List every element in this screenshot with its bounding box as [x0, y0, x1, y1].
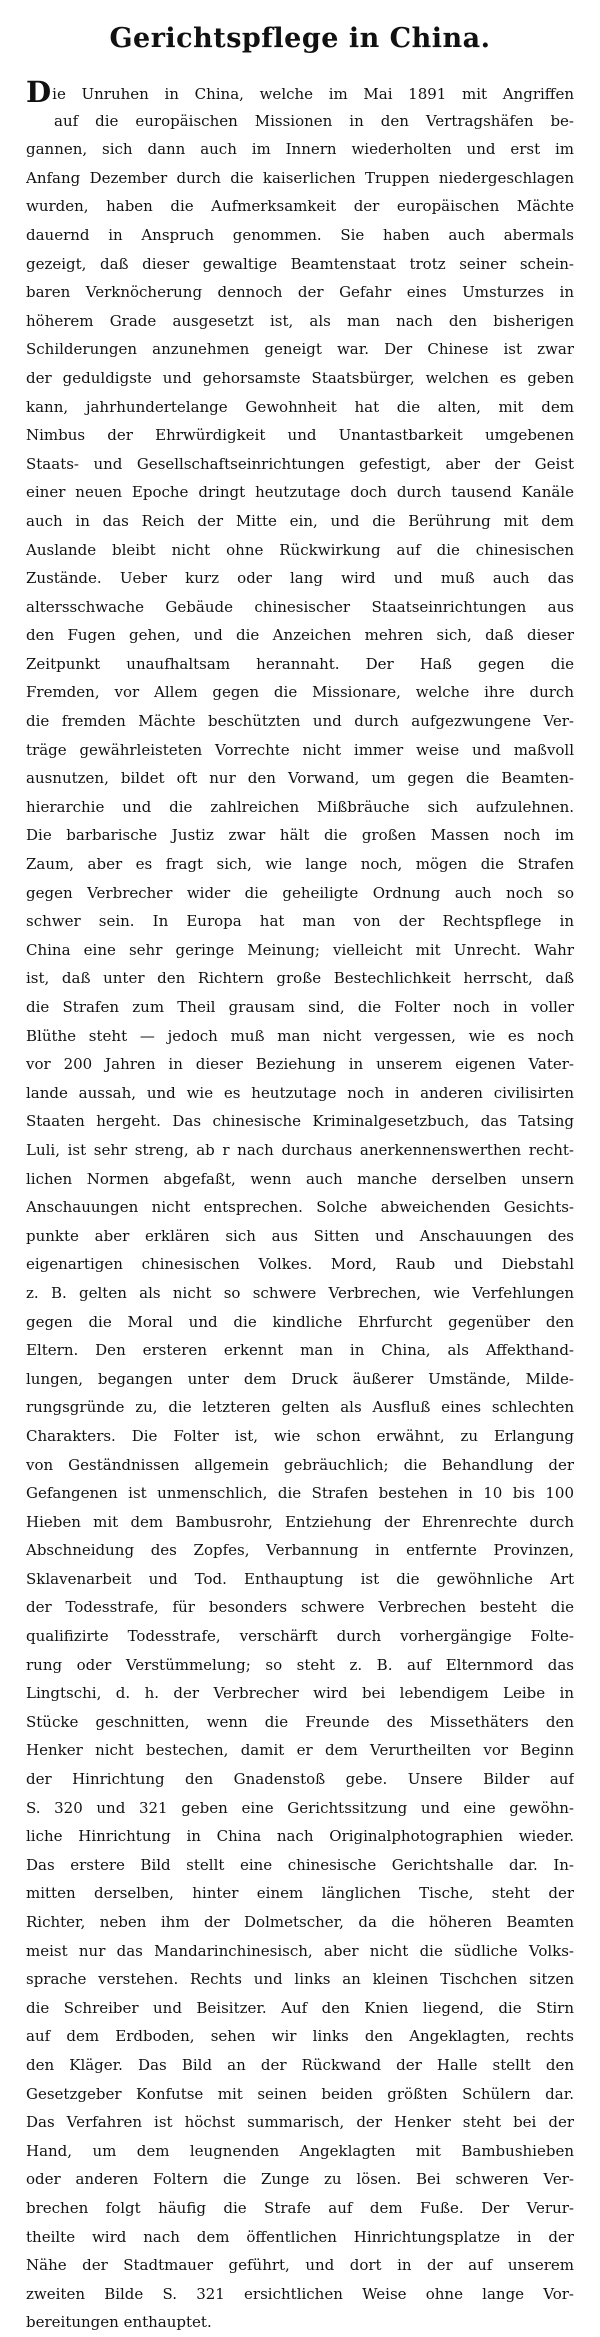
article-line: rung oder Verstümmelung; so steht z. B. auf Elternmord das: [26, 1655, 574, 1674]
article-line: der geduldigste und gehorsamste Staatsbürger, welchen es geben: [26, 368, 574, 387]
article-line: dauernd in Anspruch genommen. Sie haben auch abermals: [26, 225, 574, 244]
article-line: Charakters. Die Folter ist, wie schon erwähnt, zu Erlangung: [26, 1426, 574, 1445]
article-line: meist nur das Mandarinchinesisch, aber nicht die südliche Volks-: [26, 1941, 574, 1960]
article-line: Stücke geschnitten, wenn die Freunde des Missethäters den: [26, 1712, 574, 1731]
article-line: eigenartigen chinesischen Volkes. Mord, Raub und Diebstahl: [26, 1255, 574, 1274]
article-line: von Geständnissen allgemein gebräuchlich; die Behandlung der: [26, 1455, 574, 1474]
article-line: hierarchie und die zahlreichen Mißbräuche sich aufzulehnen.: [26, 797, 574, 816]
article-line-first: [26, 78, 574, 107]
article-line: baren Verknöcherung dennoch der Gefahr eines Umsturzes in: [26, 283, 574, 302]
article-line: Nimbus der Ehrwürdigkeit und Unantastbarkeit umgebenen: [26, 426, 574, 445]
article-line: Die barbarische Justiz zwar hält die großen Massen noch im: [26, 826, 574, 845]
article-line: brechen folgt häufig die Strafe auf dem Fuße. Der Verur-: [26, 2198, 574, 2217]
article-line: auch in das Reich der Mitte ein, und die Berührung mit dem: [26, 511, 574, 530]
article-line: liche Hinrichtung in China nach Originalphotographien wieder.: [26, 1827, 574, 1846]
article-line: China eine sehr geringe Meinung; vielleicht mit Unrecht. Wahr: [26, 940, 574, 959]
article-line: lande aussah, und wie es heutzutage noch in anderen civilisirten: [26, 1083, 574, 1102]
article-line: Fremden, vor Allem gegen die Missionare, welche ihre durch: [26, 683, 574, 702]
article-line: Zustände. Ueber kurz oder lang wird und muß auch das: [26, 569, 574, 588]
article-line: Zeitpunkt unaufhaltsam herannaht. Der Haß gegen die: [26, 654, 574, 673]
article-line: der Hinrichtung den Gnadenstoß gebe. Unsere Bilder auf: [26, 1770, 574, 1789]
article-line: Das erstere Bild stellt eine chinesische Gerichtshalle dar. In-: [26, 1855, 574, 1874]
article-line: z. B. gelten als nicht so schwere Verbrechen, wie Verfehlungen: [26, 1283, 574, 1302]
article-line: Staaten hergeht. Das chinesische Kriminalgesetzbuch, das Tatsing: [26, 1112, 574, 1131]
article-line: lungen, begangen unter dem Druck äußerer Umstände, Milde-: [26, 1369, 574, 1388]
article-line: gezeigt, daß dieser gewaltige Beamtenstaat trotz seiner schein-: [26, 254, 574, 273]
article-line: Auslande bleibt nicht ohne Rückwirkung auf die chinesischen: [26, 540, 574, 559]
article-line: Gesetzgeber Konfutse mit seinen beiden größten Schülern dar.: [26, 2084, 574, 2103]
article-line: Gefangenen ist unmenschlich, die Strafen bestehen in 10 bis 100: [26, 1484, 574, 1503]
article-line: gegen die Moral und die kindliche Ehrfurcht gegenüber den: [26, 1312, 574, 1331]
article-title: Gerichtspflege in China.: [109, 23, 491, 54]
article-line: die Schreiber und Beisitzer. Auf den Knien liegend, die Stirn: [26, 1998, 574, 2017]
article-line: bereitungen enthauptet.: [26, 2313, 212, 2332]
article-line: Eltern. Den ersteren erkennt man in China, als Affekthand-: [26, 1341, 574, 1360]
article-line: einer neuen Epoche dringt heutzutage doch durch tausend Kanäle: [26, 483, 574, 502]
first-line-text: ie Unruhen in China, welche im Mai 1891 mit Angriffen: [52, 85, 574, 103]
article-line: gannen, sich dann auch im Innern wiederholten und erst im: [26, 140, 574, 159]
article-line: gegen Verbrecher wider die geheiligte Ordnung auch noch so: [26, 883, 574, 902]
article-line: Zaum, aber es fragt sich, wie lange noch, mögen die Strafen: [26, 855, 574, 874]
article-line: höherem Grade ausgesetzt ist, als man nach den bisherigen: [26, 311, 574, 330]
article-line: S. 320 und 321 geben eine Gerichtssitzung und eine gewöhn-: [26, 1798, 574, 1817]
article-line: Anfang Dezember durch die kaiserlichen Truppen niedergeschlagen: [26, 168, 574, 187]
article-line: Henker nicht bestechen, damit er dem Verurtheilten vor Beginn: [26, 1741, 574, 1760]
article-line: Luli, ist sehr streng, ab r nach durchaus anerkennenswerthen recht-: [26, 1140, 574, 1159]
article-line: zweiten Bilde S. 321 ersichtlichen Weise ohne lange Vor-: [26, 2284, 574, 2303]
article-line: Schilderungen anzunehmen geneigt war. Der Chinese ist zwar: [26, 340, 574, 359]
article-line: ist, daß unter den Richtern große Bestechlichkeit herrscht, daß: [26, 969, 574, 988]
article-line: den Fugen gehen, und die Anzeichen mehren sich, daß dieser: [26, 626, 574, 645]
article-line: mitten derselben, hinter einem länglichen Tische, steht der: [26, 1884, 574, 1903]
article-line: qualifizirte Todesstrafe, verschärft durch vorhergängige Folte-: [26, 1627, 574, 1646]
article-line: altersschwache Gebäude chinesischer Staatseinrichtungen aus: [26, 597, 574, 616]
article-line: Lingtschi, d. h. der Verbrecher wird bei lebendigem Leibe in: [26, 1684, 574, 1703]
article-line: schwer sein. In Europa hat man von der Rechtspflege in: [26, 912, 574, 931]
article-line: Sklavenarbeit und Tod. Enthauptung ist die gewöhnliche Art: [26, 1569, 574, 1588]
article-line: Blüthe steht — jedoch muß man nicht vergessen, wie es noch: [26, 1026, 574, 1045]
article-line: der Todesstrafe, für besonders schwere Verbrechen besteht die: [26, 1598, 574, 1617]
article-line: den Kläger. Das Bild an der Rückwand der Halle stellt den: [26, 2055, 574, 2074]
article-line: vor 200 Jahren in dieser Beziehung in unserem eigenen Vater-: [26, 1055, 574, 1074]
article-line: die Strafen zum Theil grausam sind, die Folter noch in voller: [26, 998, 574, 1016]
article-line: Hand, um dem leugnenden Angeklagten mit Bambushieben: [26, 2141, 574, 2160]
article-body: [26, 78, 574, 2332]
article-line: Abschneidung des Zopfes, Verbannung in entfernte Provinzen,: [26, 1541, 574, 1560]
article-line: auf die europäischen Missionen in den Vertragshäfen be-: [54, 111, 574, 130]
article-line: Staats- und Gesellschaftseinrichtungen gefestigt, aber der Geist: [26, 454, 574, 473]
article-line: punkte aber erklären sich aus Sitten und Anschauungen des: [26, 1226, 574, 1245]
article-line: Hieben mit dem Bambusrohr, Entziehung der Ehrenrechte durch: [26, 1512, 574, 1531]
article-line: die fremden Mächte beschützten und durch aufgezwungene Ver-: [26, 712, 574, 731]
article-line: sprache verstehen. Rechts und links an kleinen Tischchen sitzen: [26, 1970, 574, 1989]
article-line: ausnutzen, bildet oft nur den Vorwand, um gegen die Beamten-: [26, 769, 574, 788]
article-line: kann, jahrhundertelange Gewohnheit hat die alten, mit dem: [26, 397, 574, 416]
article-line: Anschauungen nicht entsprechen. Solche abweichenden Gesichts-: [26, 1198, 574, 1217]
article-line: Nähe der Stadtmauer geführt, und dort in der auf unserem: [26, 2256, 574, 2275]
article-line: theilte wird nach dem öffentlichen Hinrichtungsplatze in der: [26, 2227, 574, 2246]
article-line: Das Verfahren ist höchst summarisch, der Henker steht bei der: [26, 2113, 574, 2132]
article-line: lichen Normen abgefaßt, wenn auch manche derselben unsern: [26, 1169, 574, 1188]
article-line: Richter, neben ihm der Dolmetscher, da die höheren Beamten: [26, 1913, 574, 1931]
article-line: rungsgründe zu, die letzteren gelten als Ausfluß eines schlechten: [26, 1398, 574, 1417]
article-line: oder anderen Foltern die Zunge zu lösen. Bei schweren Ver-: [26, 2170, 574, 2189]
article-line: träge gewährleisteten Vorrechte nicht immer weise und maßvoll: [26, 740, 574, 759]
drop-cap: D: [26, 78, 52, 107]
article-line: auf dem Erdboden, sehen wir links den Angeklagten, rechts: [26, 2027, 574, 2046]
article-line: wurden, haben die Aufmerksamkeit der europäischen Mächte: [26, 197, 574, 216]
